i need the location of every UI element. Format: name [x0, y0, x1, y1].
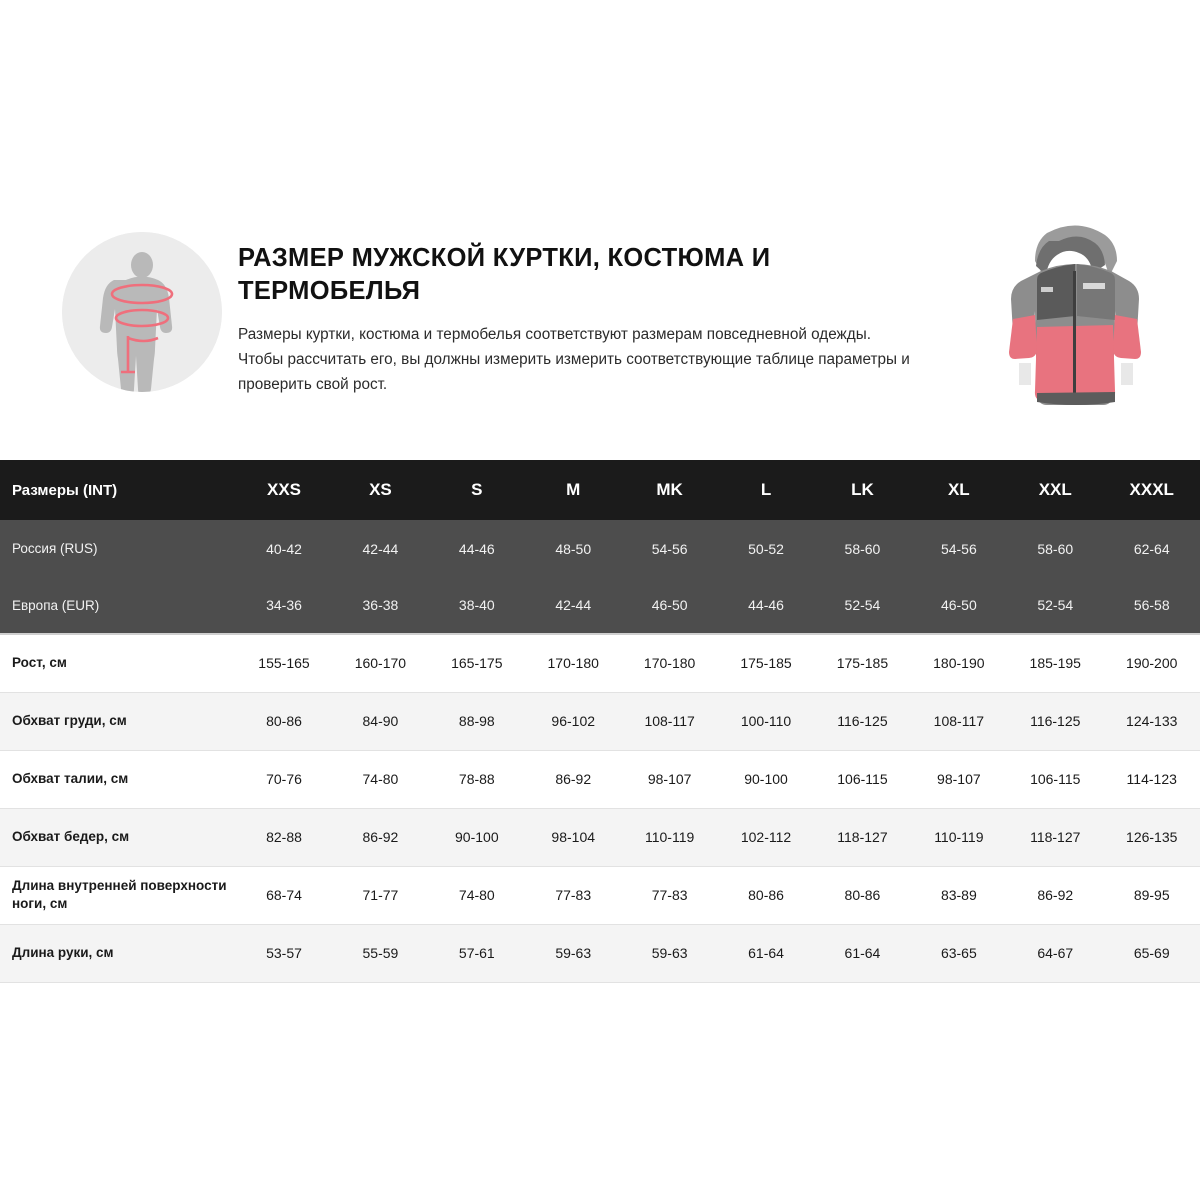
- row-value: 48-50: [555, 540, 592, 557]
- row-value: 77-83: [621, 866, 717, 924]
- row-value: 74-80: [332, 750, 428, 808]
- row-value: 46-50: [940, 597, 977, 613]
- table-row: [0, 520, 1200, 577]
- row-value: 190-200: [1103, 634, 1200, 692]
- table-row: [0, 924, 1200, 982]
- table-row: [0, 634, 1200, 692]
- row-value: 82-88: [236, 808, 332, 866]
- row-value: 98-107: [911, 750, 1007, 808]
- row-value: 59-63: [525, 924, 621, 982]
- row-value: 58-60: [844, 540, 881, 557]
- column-header-lk: LK: [851, 480, 874, 499]
- row-value: 53-57: [236, 924, 332, 982]
- row-value: 114-123: [1103, 750, 1200, 808]
- row-value: 110-119: [621, 808, 717, 866]
- table-row: [0, 577, 1200, 634]
- row-label: Европа (EUR): [12, 597, 100, 613]
- column-header-m: M: [566, 480, 581, 499]
- row-value: 78-88: [429, 750, 525, 808]
- row-value: 80-86: [236, 692, 332, 750]
- row-value: 170-180: [621, 634, 717, 692]
- row-value: 108-117: [911, 692, 1007, 750]
- row-value: 71-77: [332, 866, 428, 924]
- row-value: 110-119: [911, 808, 1007, 866]
- row-value: 106-115: [1007, 750, 1103, 808]
- body-measure-icon: [62, 232, 222, 392]
- row-value: 165-175: [429, 634, 525, 692]
- row-value: 42-44: [362, 540, 399, 557]
- row-label: Россия (RUS): [12, 541, 98, 556]
- row-value: 86-92: [525, 750, 621, 808]
- row-value: 70-76: [236, 750, 332, 808]
- row-value: 83-89: [911, 866, 1007, 924]
- table-row: [0, 808, 1200, 866]
- row-value: 96-102: [525, 692, 621, 750]
- row-value: 118-127: [814, 808, 910, 866]
- row-value: 62-64: [1133, 540, 1170, 557]
- row-value: 126-135: [1103, 808, 1200, 866]
- row-value: 160-170: [332, 634, 428, 692]
- row-value: 175-185: [814, 634, 910, 692]
- column-header-mk: MK: [656, 480, 683, 499]
- row-value: 98-104: [525, 808, 621, 866]
- row-value: 170-180: [525, 634, 621, 692]
- row-value: 116-125: [1007, 692, 1103, 750]
- row-value: 55-59: [332, 924, 428, 982]
- row-value: 36-38: [362, 597, 399, 613]
- column-header-xs: XS: [369, 480, 392, 499]
- row-value: 68-74: [236, 866, 332, 924]
- row-label: Обхват бедер, см: [0, 808, 236, 866]
- row-value: 175-185: [718, 634, 814, 692]
- row-value: 58-60: [1037, 540, 1074, 557]
- column-header-size-int: Размеры (INT): [12, 481, 118, 499]
- row-value: 56-58: [1133, 597, 1170, 613]
- row-value: 61-64: [718, 924, 814, 982]
- row-value: 74-80: [429, 866, 525, 924]
- row-value: 40-42: [266, 540, 302, 557]
- page-description: Размеры куртки, костюма и термобелья соответствуют размерам повседневной одежды. Чтобы рассчитать его, вы должны измерить измерить соответствующие таблице параметры и проверить свой рост.: [238, 326, 910, 393]
- row-value: 102-112: [718, 808, 814, 866]
- row-label: Обхват талии, см: [0, 750, 236, 808]
- row-value: 54-56: [651, 540, 688, 557]
- row-value: 180-190: [911, 634, 1007, 692]
- row-value: 106-115: [814, 750, 910, 808]
- row-label: Длина внутренней поверхности ноги, см: [0, 866, 236, 924]
- row-value: 86-92: [332, 808, 428, 866]
- row-label: Длина руки, см: [0, 924, 236, 982]
- table-row: [0, 692, 1200, 750]
- page-title: РАЗМЕР МУЖСКОЙ КУРТКИ, КОСТЮМА И ТЕРМОБЕЛЬЯ: [238, 244, 771, 305]
- row-value: 118-127: [1007, 808, 1103, 866]
- row-value: 57-61: [429, 924, 525, 982]
- row-value: 34-36: [266, 597, 302, 613]
- row-value: 90-100: [718, 750, 814, 808]
- table-row: [0, 866, 1200, 924]
- row-value: 44-46: [458, 540, 495, 557]
- table-row: [0, 750, 1200, 808]
- row-value: 80-86: [718, 866, 814, 924]
- row-value: 54-56: [940, 540, 977, 557]
- row-value: 80-86: [814, 866, 910, 924]
- row-value: 124-133: [1103, 692, 1200, 750]
- column-header-xxxl: XXXL: [1129, 480, 1174, 499]
- row-value: 42-44: [555, 597, 592, 613]
- row-value: 90-100: [429, 808, 525, 866]
- row-value: 46-50: [651, 597, 688, 613]
- row-value: 44-46: [748, 597, 784, 613]
- row-value: 52-54: [844, 597, 881, 613]
- row-value: 86-92: [1007, 866, 1103, 924]
- row-value: 77-83: [525, 866, 621, 924]
- row-value: 108-117: [621, 692, 717, 750]
- row-label: Рост, см: [0, 634, 236, 692]
- row-value: 100-110: [718, 692, 814, 750]
- row-value: 98-107: [621, 750, 717, 808]
- column-header-l: L: [760, 480, 772, 499]
- row-value: 50-52: [748, 540, 784, 557]
- row-value: 155-165: [236, 634, 332, 692]
- row-value: 52-54: [1037, 597, 1074, 613]
- column-header-xl: XL: [947, 480, 970, 499]
- row-label: Обхват груди, см: [0, 692, 236, 750]
- row-value: 116-125: [814, 692, 910, 750]
- column-header-xxs: XXS: [266, 480, 302, 499]
- row-value: 89-95: [1103, 866, 1200, 924]
- header-text-block: [238, 242, 938, 398]
- row-value: 61-64: [814, 924, 910, 982]
- row-value: 65-69: [1103, 924, 1200, 982]
- jacket-photo: [975, 215, 1175, 460]
- table-header-row: [0, 460, 1200, 520]
- column-header-s: S: [471, 480, 483, 499]
- row-value: 64-67: [1007, 924, 1103, 982]
- row-value: 38-40: [458, 597, 495, 613]
- column-header-xxl: XXL: [1038, 480, 1072, 499]
- size-chart-table: [0, 460, 1200, 983]
- row-value: 59-63: [621, 924, 717, 982]
- page-header: [0, 0, 1200, 460]
- row-value: 84-90: [332, 692, 428, 750]
- row-value: 88-98: [429, 692, 525, 750]
- row-value: 185-195: [1007, 634, 1103, 692]
- row-value: 63-65: [911, 924, 1007, 982]
